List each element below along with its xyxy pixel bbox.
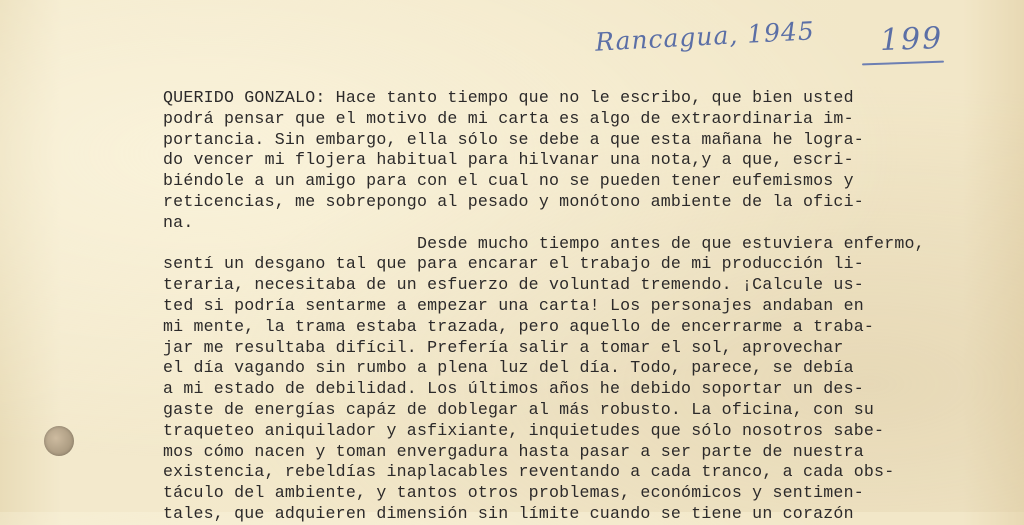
letter-line: QUERIDO GONZALO: Hace tanto tiempo que no le escribo, que bien usted [163,88,854,107]
letter-line: biéndole a un amigo para con el cual no se pueden tener eufemismos y [163,171,854,191]
letter-line: jar me resultaba difícil. Prefería salir a tomar el sol, aprovechar [163,337,844,357]
letter-line: sentí un desgano tal que para encarar el trabajo de mi producción li- [163,254,864,274]
letter-line: do vencer mi flojera habitual para hilvanar una nota,y a que, escri- [163,150,854,170]
letter-line: el día vagando sin rumbo a plena luz del día. Todo, parece, se debía [163,358,854,378]
typed-letter-body [163,88,983,525]
letter-line: Desde mucho tiempo antes de que estuviera enfermo, [163,233,925,253]
letter-line: mi mente, la trama estaba trazada, pero aquello de encerrarme a traba- [163,316,875,336]
letter-line: existencia, rebeldías inaplacables reventando a cada tranco, a cada obs- [163,462,895,482]
letter-line: na. [163,212,194,232]
punch-hole [44,426,74,456]
letter-line: táculo del ambiente, y tantos otros problemas, económicos y sentimen- [163,483,864,503]
page-number-underline [862,61,944,66]
letter-line: gaste de energías capáz de doblegar al más robusto. La oficina, con su [163,399,875,419]
letter-line: traqueteo aniquilador y asfixiante, inquietudes que sólo nosotros sabe- [163,420,885,440]
handwritten-page-number: 199 [879,20,944,59]
letter-line: tales, que adquieren dimensión sin límite cuando se tiene un corazón [163,503,854,523]
letter-line: podrá pensar que el motivo de mi carta es algo de extraordinaria im- [163,108,854,128]
letter-line: reticencias, me sobrepongo al pesado y monótono ambiente de la ofici- [163,191,864,211]
letter-line: mos cómo nacen y toman envergadura hasta pasar a ser parte de nuestra [163,441,864,461]
letter-line: teraria, necesitaba de un esfuerzo de voluntad tremendo. ¡Calcule us- [163,275,864,295]
letter-line: a mi estado de debilidad. Los últimos años he debido soportar un des- [163,379,864,399]
letter-line: ted si podría sentarme a empezar una carta! Los personajes andaban en [163,295,864,315]
letter-line: portancia. Sin embargo, ella sólo se debe a que esta mañana he logra- [163,129,864,149]
handwritten-place-date: Rancagua, 1945 [594,16,816,57]
